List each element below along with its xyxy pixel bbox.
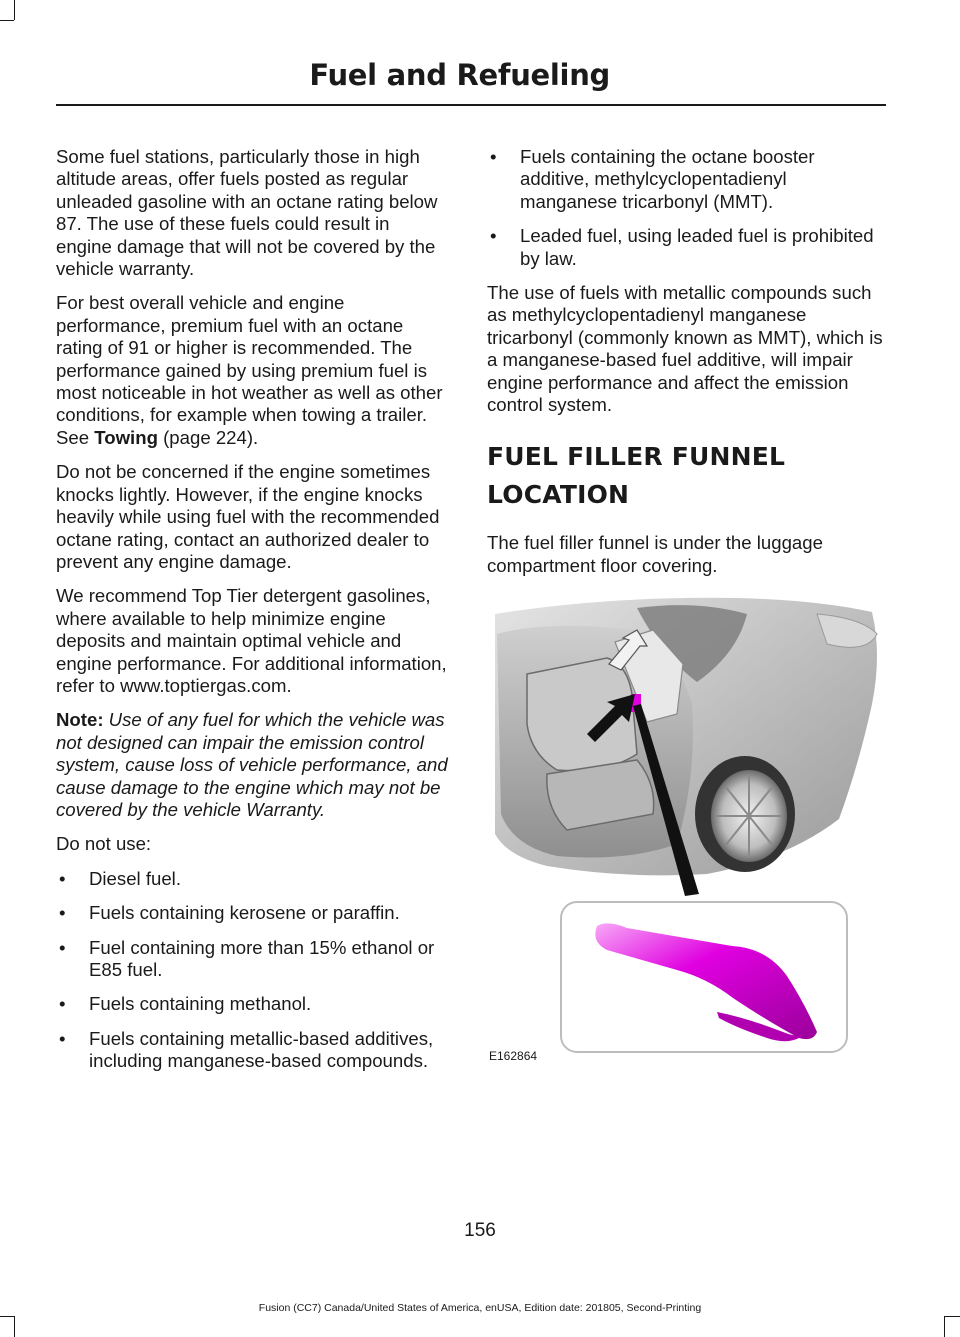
paragraph-premium-fuel [56, 292, 448, 449]
page-number: 156 [464, 1220, 496, 1241]
list-item [56, 937, 448, 982]
list-item-text: Diesel fuel. [89, 867, 181, 889]
do-not-use-list [56, 868, 448, 1073]
footer: Fusion (CC7) Canada/United States of America, enUSA, Edition date: 201805, Second-Printing [258, 1302, 702, 1314]
bullet-icon: • [59, 1027, 66, 1049]
paragraph-octane-warning: Some fuel stations, particularly those in high altitude areas, offer fuels posted as regular unleaded gasoline with an octane rating below 87. The use of these fuels could result in engine damage that will not be covered by the vehicle warranty. [56, 146, 438, 280]
crop-mark [944, 1316, 945, 1337]
bullet-icon: • [59, 993, 66, 1015]
paragraph-text: For best overall vehicle and engine performance, premium fuel with an octane rating of 91 or higher is recommended. The performance gained by using premium fuel is most noticeable in hot weather as well as other conditions, for example when towing a trailer. See [56, 292, 443, 448]
bullet-icon: • [490, 225, 497, 247]
bullet-icon: • [59, 936, 66, 958]
do-not-use-label: Do not use: [56, 833, 152, 855]
section-heading [487, 438, 883, 514]
header-divider [56, 104, 886, 106]
list-item [56, 993, 448, 1015]
towing-link[interactable]: Towing [94, 426, 158, 448]
bullet-icon: • [59, 902, 66, 924]
funnel-location-illustration [487, 594, 887, 1074]
list-item [487, 146, 883, 213]
note-text: Use of any fuel for which the vehicle was not designed can impair the emission control system, cause loss of vehicle performance, and cause damage to the engine which may not be covered by the vehicle Warranty. [56, 709, 448, 820]
list-item [56, 1028, 448, 1073]
figure-label: E162864 [489, 1049, 538, 1063]
list-item [56, 868, 448, 890]
heading-line-1: FUEL FILLER FUNNEL [487, 442, 786, 472]
bullet-icon: • [59, 867, 66, 889]
list-item [487, 225, 883, 270]
bullet-icon: • [490, 146, 497, 167]
list-item-text: Leaded fuel, using leaded fuel is prohibited by law. [520, 225, 874, 269]
crop-mark [14, 1316, 15, 1337]
heading-line-2: LOCATION [487, 480, 630, 510]
crop-mark [14, 0, 15, 20]
paragraph-top-tier: We recommend Top Tier detergent gasolines, where available to help minimize engine deposits and maintain optimal vehicle and engine performance. For additional information, refer to www.toptiergas.com. [56, 585, 447, 696]
list-item-text: Fuels containing the octane booster additive, methylcyclopentadienyl manganese tricarbonyl (MMT). [520, 146, 815, 212]
page-title: Fuel and Refueling [309, 58, 610, 92]
list-item-text: Fuels containing methanol. [89, 993, 312, 1015]
crop-mark [0, 1316, 14, 1317]
right-column [487, 146, 883, 589]
list-item-text: Fuel containing more than 15% ethanol or E85 fuel. [89, 936, 435, 980]
list-item-text: Fuels containing metallic-based additives, including manganese-based compounds. [89, 1027, 434, 1072]
crop-mark [944, 1316, 960, 1317]
note [56, 709, 448, 821]
paragraph-funnel-location: The fuel filler funnel is under the luggage compartment floor covering. [487, 532, 823, 576]
left-column [56, 146, 448, 1085]
list-item [56, 902, 448, 924]
page-reference: (page 224). [157, 426, 259, 448]
paragraph-metallic-compounds: The use of fuels with metallic compounds such as methylcyclopentadienyl manganese tricarbonyl (commonly known as MMT), which is a manganese-based fuel additive, will impair engine performance and affect the emission control system. [487, 282, 883, 416]
paragraph-engine-knock: Do not be concerned if the engine sometimes knocks lightly. However, if the engine knocks heavily while using fuel with the recommended octane rating, contact an authorized dealer to prevent any engine damage. [56, 461, 440, 572]
do-not-use-list-continued [487, 146, 883, 270]
list-item-text: Fuels containing kerosene or paraffin. [89, 902, 400, 924]
crop-mark [0, 20, 14, 21]
note-label: Note: [56, 709, 104, 731]
